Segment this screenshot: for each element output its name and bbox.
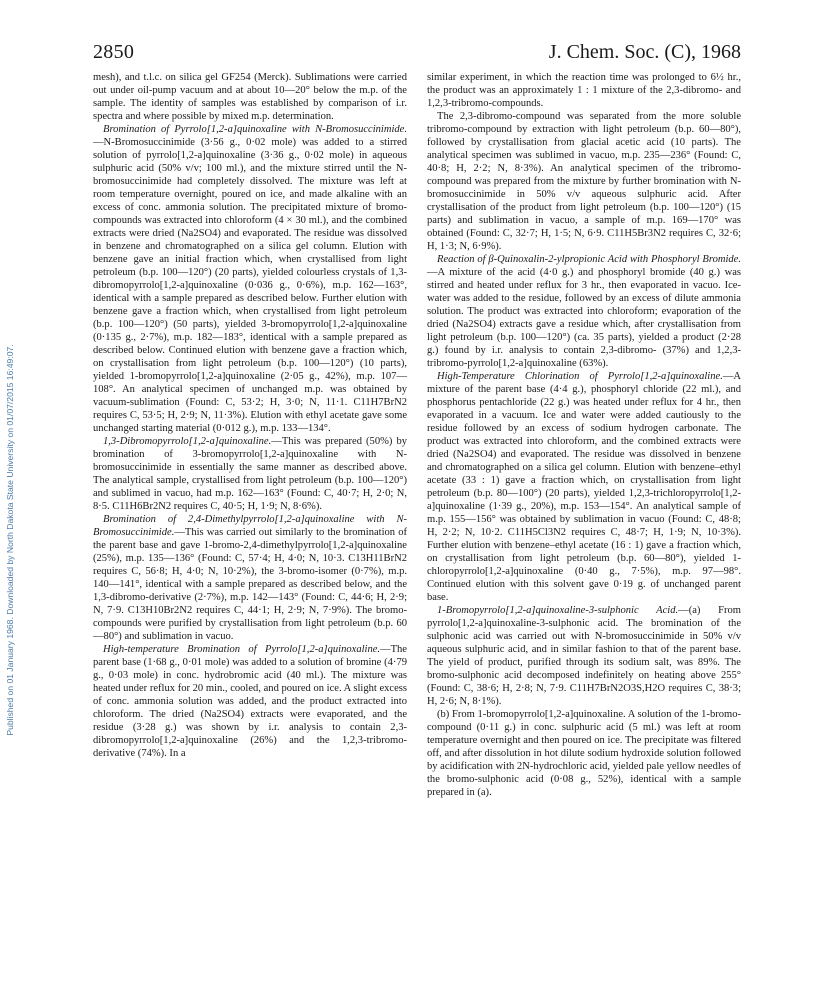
paragraph [93,435,407,513]
paragraph [427,253,741,370]
section-title: 1,3-Dibromopyrrolo[1,2-a]quinoxaline. [103,436,272,447]
section-title: 1-Bromopyrrolo[1,2-a]quinoxaline-3-sulphonic Acid. [437,605,679,616]
journal-citation: J. Chem. Soc. (C), 1968 [548,41,741,63]
paragraph [93,513,407,643]
paragraph-body: —A mixture of the parent base (4·4 g.), phosphoryl chloride (22 ml.), and phosphorus pentachloride (22 g.) was heated under reflux for 4 hr., then evaporated in a vacuum. Ice and water were added cautiously to the residue followed by an excess of sodium hydrogen carbonate. The product was extracted into chloroform, and the combined extracts were dried (Na2SO4) and evaporated. The residue was dissolved in benzene and chromatographed on a silica gel column. Elution with benzene–ethyl acetate (33 : 1) gave a fraction which, on crystallisation from light petroleum (b.p. 80—100°) (20 parts), yielded 1,2,3-trichloropyrrolo[1,2-a]quinoxaline (1·39 g., 20%), m.p. 153—154°. An analytical sample of m.p. 155—156° was obtained by sublimation in vacuo (Found: C, 48·8; H, 2·2; N, 10·2. C11H5Cl3N2 requires C, 48·7; H, 1·9; N, 10·3%). Further elution with benzene–ethyl acetate (16 : 1) gave a fraction which, on crystallisation from light petroleum (b.p. 60—80°), yielded 1-chloropyrrolo[1,2-a]quinoxaline (0·40 g., 7·5%), m.p. 97—98°. Continued elution with this solvent gave 0·19 g. of unchanged parent base. [427,371,741,603]
paragraph-body: —A mixture of the acid (4·0 g.) and phosphoryl bromide (40 g.) was stirred and heated under reflux for 3 hr., then evaporated in vacuo. Ice-water was added to the residue, followed by an excess of dilute ammonia solution. The product was extracted into chloroform; evaporation of the dried (Na2SO4) extracts gave a residue which, after crystallisation from light petroleum (b.p. 100—120°) (ca. 35 parts), yielded a product (2·28 g.) found by i.r. analysis to contain 2,3-dibromo- (37%) and 1,2,3-tribromo-pyrrolo[1,2-a]quinoxaline (63%). [427,267,741,369]
section-title: Bromination of 2,4-Dimethylpyrrolo[1,2-a]quinoxaline with N-Bromosuccinimide. [93,514,407,538]
section-title: Reaction of β-Quinoxalin-2-ylpropionic Acid with Phosphoryl Bromide. [437,254,741,265]
page-number: 2850 [93,41,135,63]
section-title: High-temperature Bromination of Pyrrolo[1,2-a]quinoxaline. [103,644,381,655]
paragraph [427,370,741,604]
left-column [93,71,407,760]
paragraph: mesh), and t.l.c. on silica gel GF254 (Merck). Sublimations were carried out under oil-pump vacuum and at about 10—20° below the m.p. of the sample. The identity of samples was established by comparison of i.r. spectra and where possible by mixed m.p. determination. [93,72,407,122]
paragraph: similar experiment, in which the reaction time was prolonged to 6½ hr., the product was an approximately 1 : 1 mixture of the 2,3-dibromo- and 1,2,3-tribromo-compounds. [427,72,741,109]
paragraph-body: —N-Bromosuccinimide (3·56 g., 0·02 mole) was added to a stirred solution of pyrrolo[1,2-a]quinoxaline (3·36 g., 0·02 mole) in aqueous sulphuric acid (50% v/v; 100 ml.), and the mixture stirred until the N-bromosuccinimide had completely dissolved. The mixture was left at room temperature overnight, poured on ice, and made alkaline with an excess of conc. ammonia solution. The precipitated mixture of bromo-compounds was extracted into chloroform (4 × 30 ml.), and the combined extracts were dried (Na2SO4) and evaporated. The residue was dissolved in benzene and chromatographed on a silica gel column. Elution with benzene gave an initial fraction which, when crystallised from light petroleum (b.p. 100—120°) (20 parts), yielded colourless crystals of 1,3-dibromopyrrolo[1,2-a]quinoxaline (0·036 g., 0·6%), m.p. 162—163°, identical with a sample prepared as described below. Further elution with benzene gave a fraction which, when crystallised from light petroleum (b.p. 100—120°) (50 parts), yielded 3-bromopyrrolo[1,2-a]quinoxaline (0·135 g., 2·7%), m.p. 182—183°, identical with a sample prepared as described below. Continued elution with benzene gave a fraction which, on crystallisation from light petroleum (b.p. 100—120°) (10 parts), yielded 1-bromopyrrolo[1,2-a]quinoxaline (2·05 g., 42%), m.p. 107—108°. An analytical specimen of unchanged m.p. was obtained by vacuum-sublimation (Found: C, 53·2; H, 3·0; N, 11·1. C11H7BrN2 requires C, 53·5; H, 2·9; N, 11·3%). Elution with ethyl acetate gave some unchanged starting material (0·012 g.), m.p. 133—134°. [93,137,407,434]
paragraph [427,604,741,708]
paragraph-body: —The parent base (1·68 g., 0·01 mole) was added to a solution of bromine (4·79 g., 0·03 mole) in conc. hydrobromic acid (40 ml.). The mixture was heated under reflux for 20 min., cooled, and poured on ice. A slight excess of conc. ammonia solution was added, and the product extracted into chloroform. The dried (Na2SO4) extracts were evaporated, and the residue (3·28 g.) was shown by i.r. analysis to contain 2,3-dibromopyrrolo[1,2-a]quinoxaline (26%) and the 1,2,3-tribromo-derivative (74%). In a [93,644,407,759]
running-header [93,41,741,65]
paragraph-body: —This was carried out similarly to the bromination of the parent base and gave 1-bromo-2,4-dimethylpyrrolo[1,2-a]quinoxaline (25%), m.p. 135—136° (Found: C, 57·4; H, 4·0; N, 10·3. C13H11BrN2 requires C, 56·8; H, 4·0; N, 10·2%), the 3-bromo-isomer (0·7%), m.p. 140—141°, identical with a sample prepared as described below, and the 1,3-dibromo-derivative (2·7%), m.p. 142—143° (Found: C, 44·6; H, 2·9; N, 7·9. C13H10Br2N2 requires C, 44·1; H, 2·9; N, 7·9%). The bromo-compounds were purified by crystallisation from light petroleum (b.p. 60—80°) and sublimation in vacuo. [93,527,407,642]
section-title: High-Temperature Chlorination of Pyrrolo[1,2-a]quinoxaline. [437,371,723,382]
paragraph [93,123,407,435]
download-watermark [3,150,17,930]
paragraph: (b) From 1-bromopyrrolo[1,2-a]quinoxaline. A solution of the 1-bromo-compound (0·11 g.) in conc. sulphuric acid (5 ml.) was left at room temperature overnight and then poured on ice. The precipitate was filtered off, and after dissolution in hot dilute sodium hydroxide solution followed by acidification with 2N-hydrochloric acid, yielded pale yellow needles of the bromo-sulphonic acid (0·08 g., 52%), identical with a sample prepared in (a). [427,709,741,798]
section-title: Bromination of Pyrrolo[1,2-a]quinoxaline with N-Bromosuccinimide. [103,124,407,135]
paragraph [93,643,407,760]
download-note: Published on 01 January 1968. Downloaded by North Dakota State University on 01/07/2015 16:49:07. [5,344,15,736]
paragraph-body: —(a) From pyrrolo[1,2-a]quinoxaline-3-sulphonic acid. The bromination of the sulphonic acid was carried out with N-bromosuccinimide in 50% v/v aqueous sulphuric acid, and in similar fashion to that of the parent base. The yield of product, purified through its sodium salt, was 89%. The bromo-sulphonic acid decomposed indefinitely on heating above 255° (Found: C, 38·6; H, 2·8; N, 7·9. C11H7BrN2O3S,H2O requires C, 38·3; H, 2·6; N, 8·1%). [427,605,741,707]
right-column [427,71,741,799]
paragraph-body: —This was prepared (50%) by bromination of 3-bromopyrrolo[1,2-a]quinoxaline with N-bromosuccinimide in essentially the same manner as described above. The analytical sample, crystallised from light petroleum (b.p. 100—120°) and sublimed in vacuo, had m.p. 162—163° (Found: C, 40·7; H, 2·0; N, 8·5. C11H6Br2N2 requires C, 40·5; H, 1·9; N, 8·6%). [93,436,407,512]
paragraph: The 2,3-dibromo-compound was separated from the more soluble tribromo-compound by extraction with light petroleum (b.p. 60—80°), followed by crystallisation from glacial acetic acid (10 parts). The analytical specimen was sublimed in vacuo, m.p. 235—236° (Found: C, 40·8; H, 2·2; N, 8·3%). An analytical specimen of the tribromo-compound was prepared from the mixture by further bromination with N-bromosuccinimide in 50% v/v aqueous sulphuric acid. After crystallisation of the product from light petroleum (b.p. 100—120°) (15 parts) and sublimation in vacuo, a sample of m.p. 169—170° was obtained (Found: C, 32·7; H, 1·5; N, 6·9. C11H5Br3N2 requires C, 32·6; H, 1·3; N, 6·9%). [427,111,741,252]
